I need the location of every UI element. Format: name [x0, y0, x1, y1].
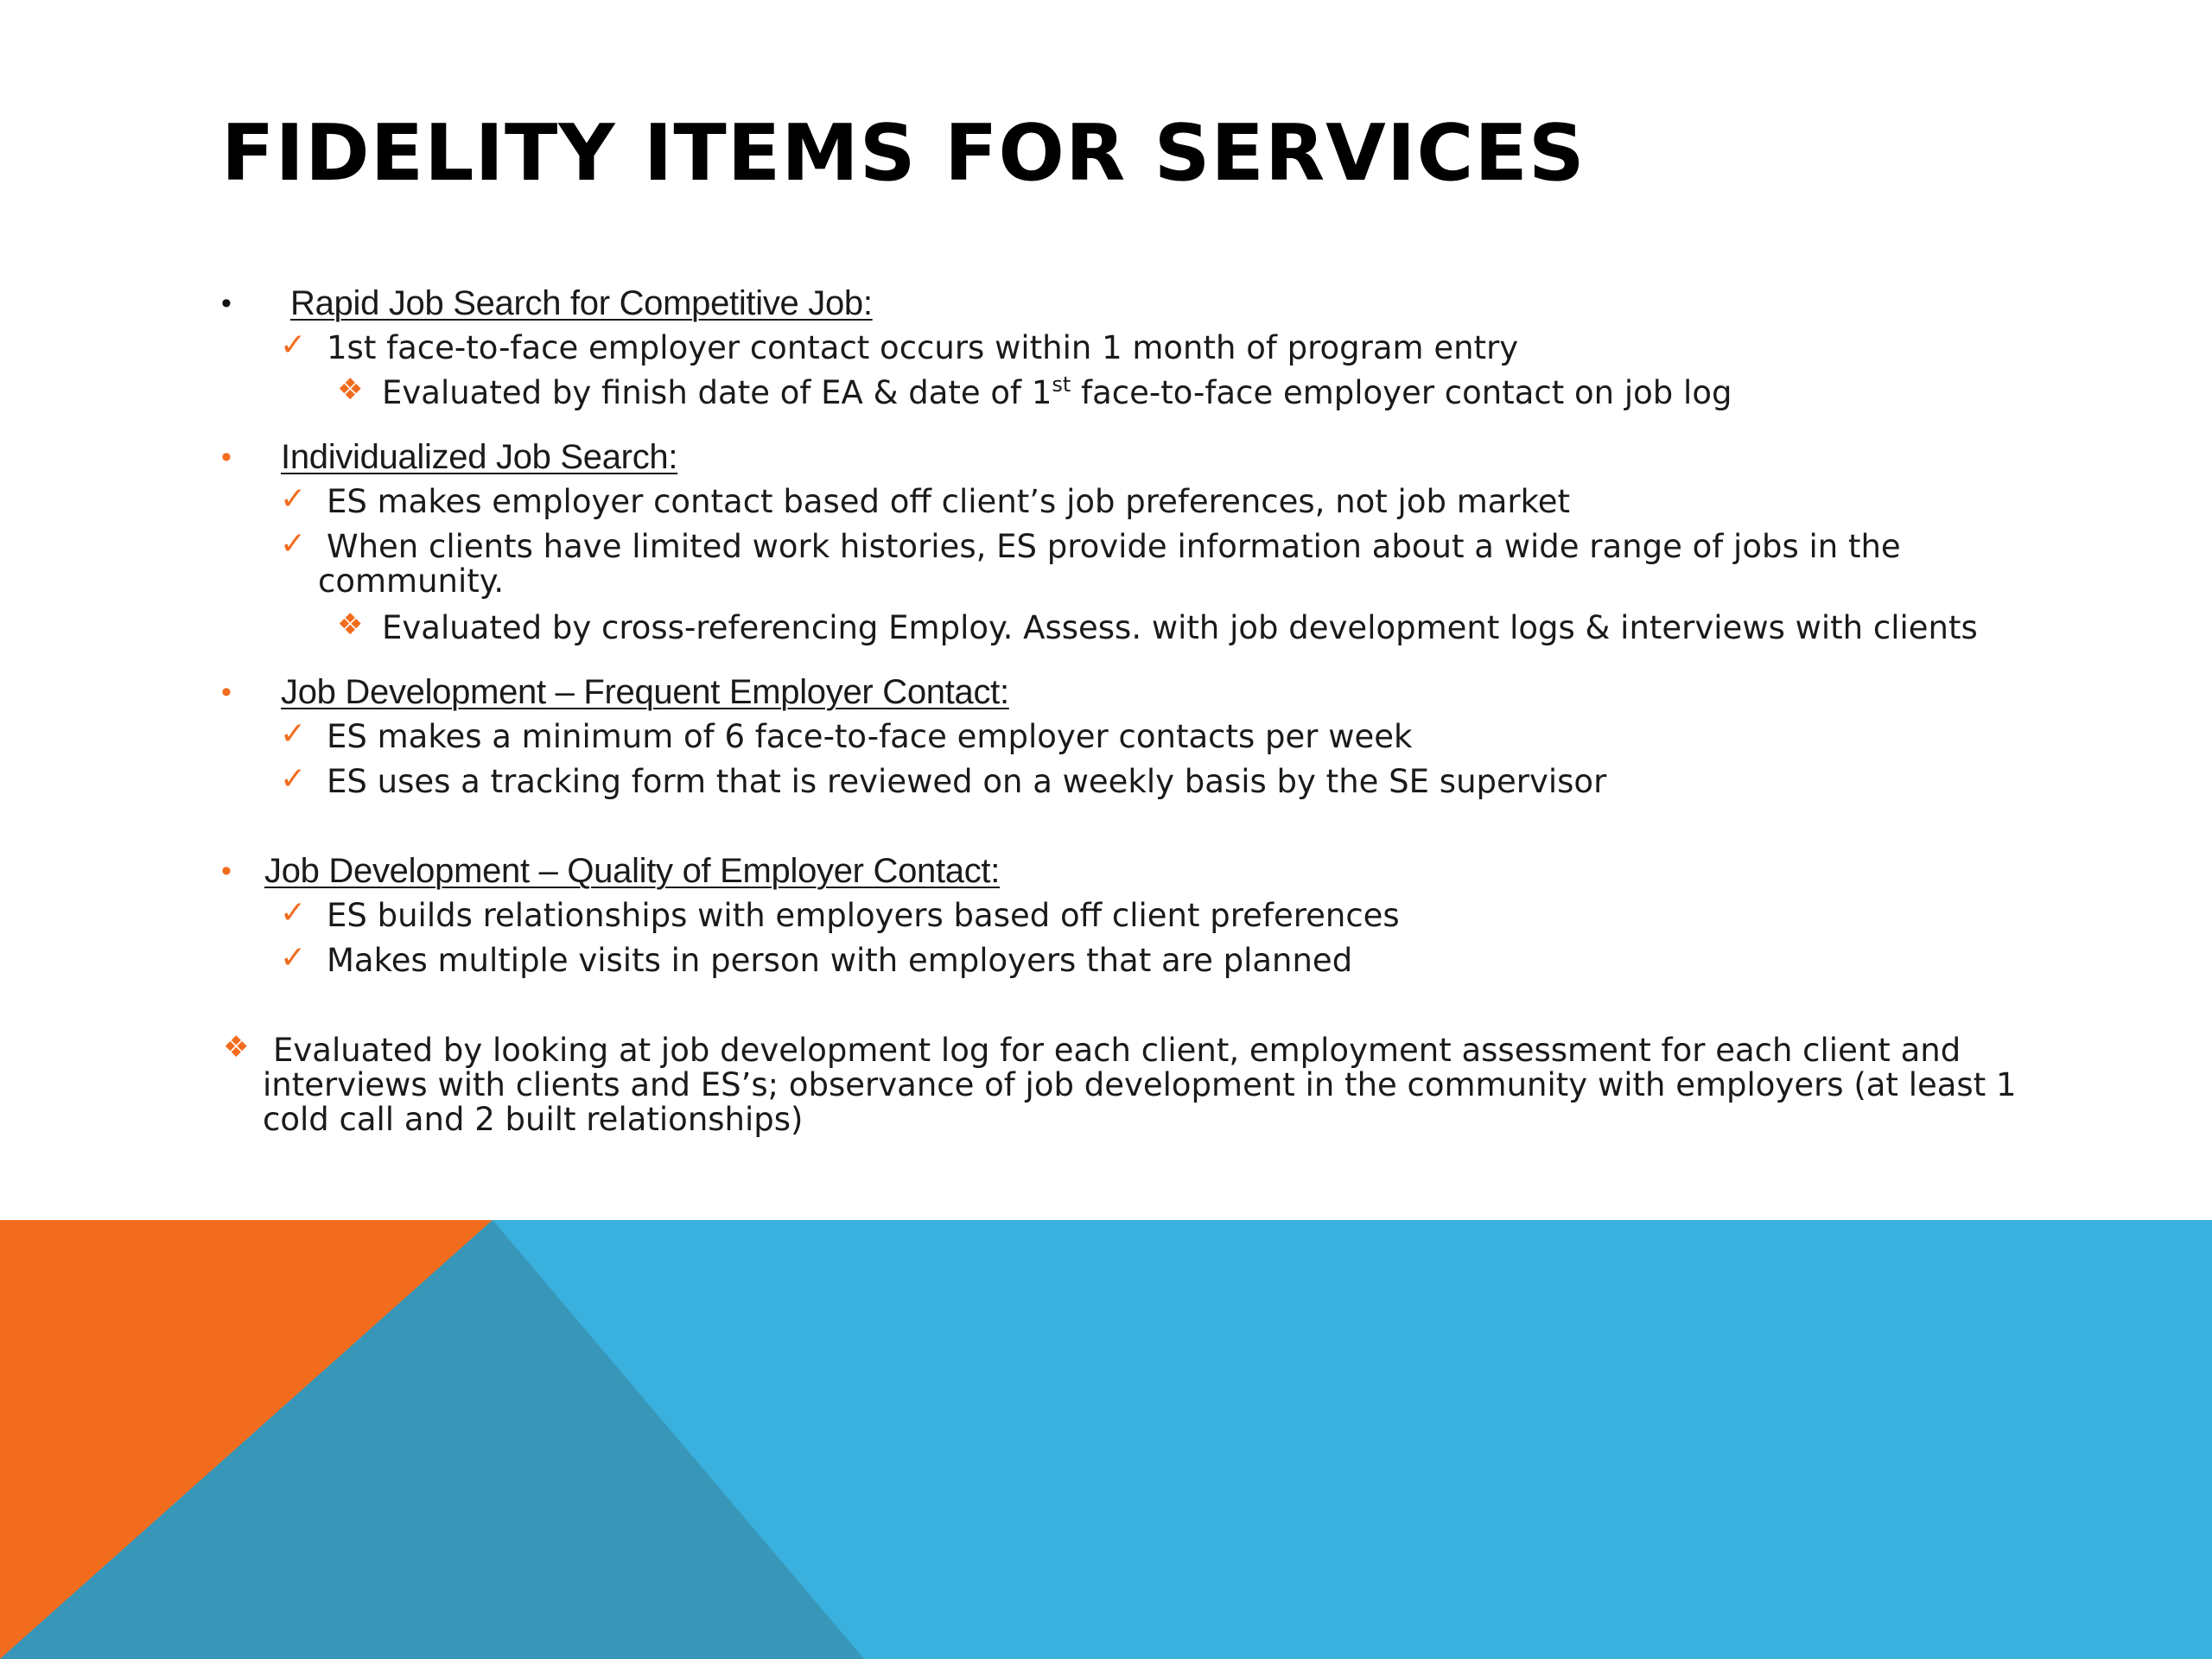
diamond-bullet-icon: ❖ [223, 1031, 250, 1064]
check-item: Makes multiple visits in person with employers that are planned [327, 942, 1353, 979]
bullet-icon: • [221, 855, 232, 887]
evaluation-item [382, 372, 1732, 411]
checkmark-icon: ✓ [280, 480, 307, 516]
checkmark-icon: ✓ [280, 760, 307, 796]
evaluation-text-rest: face-to-face employer contact on job log [1071, 374, 1732, 411]
evaluation-item: Evaluated by cross-referencing Employ. Assess. with job development logs & interviews with clients [382, 609, 1978, 646]
superscript-st: st [1052, 372, 1071, 397]
bullet-icon: • [221, 287, 232, 320]
slide-title: FIDELITY ITEMS FOR SERVICES [221, 108, 1586, 199]
check-item: ES makes a minimum of 6 face-to-face employer contacts per week [327, 718, 1413, 755]
evaluation-text: Evaluated by finish date of EA & date of 1 [382, 374, 1052, 411]
check-item: When clients have limited work histories, ES provide information about a wide range of jobs in the [327, 528, 1901, 565]
final-evaluation-line: cold call and 2 built relationships) [263, 1101, 804, 1138]
check-item: ES builds relationships with employers based off client preferences [327, 897, 1400, 934]
diamond-bullet-icon: ❖ [337, 373, 364, 406]
checkmark-icon: ✓ [280, 939, 307, 975]
final-evaluation-line: interviews with clients and ES’s; observance of job development in the community with employers (at least 1 [263, 1066, 2017, 1103]
section-heading: Job Development – Frequent Employer Contact: [281, 673, 1009, 711]
check-item: 1st face-to-face employer contact occurs within 1 month of program entry [327, 329, 1519, 366]
checkmark-icon: ✓ [280, 894, 307, 930]
final-evaluation-line: Evaluated by looking at job development log for each client, employment assessment for each client and [273, 1032, 1961, 1069]
check-item: ES makes employer contact based off client’s job preferences, not job market [327, 483, 1571, 520]
check-item-continuation: community. [318, 563, 505, 600]
decorative-background [0, 1220, 2212, 1659]
section-heading: Job Development – Quality of Employer Contact: [264, 852, 1001, 890]
checkmark-icon: ✓ [280, 525, 307, 561]
section-heading: Individualized Job Search: [281, 438, 678, 476]
check-item: ES uses a tracking form that is reviewed on a weekly basis by the SE supervisor [327, 763, 1607, 800]
bullet-icon: • [221, 676, 232, 709]
diamond-bullet-icon: ❖ [337, 608, 364, 641]
section-heading: Rapid Job Search for Competitive Job: [290, 284, 873, 322]
bullet-icon: • [221, 441, 232, 474]
checkmark-icon: ✓ [280, 327, 307, 362]
checkmark-icon: ✓ [280, 715, 307, 751]
